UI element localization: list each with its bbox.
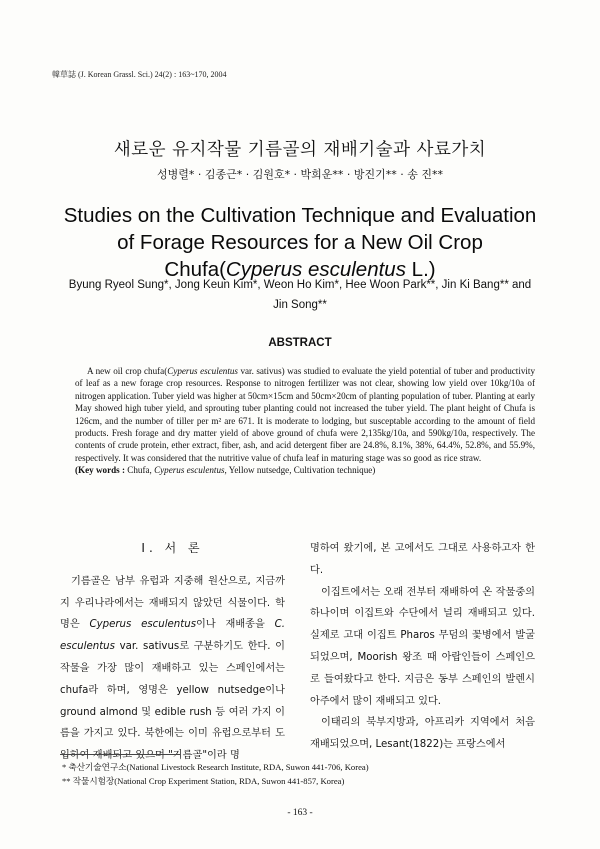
abstract-paragraph [75,365,535,464]
footnote-affiliation-1: * 축산기술연구소(National Livestock Research Institute, RDA, Suwon 441-706, Korea) [62,762,369,772]
korean-title: 새로운 유지작물 기름골의 재배기술과 사료가치 [113,140,487,160]
english-title-end: L.) [405,258,436,281]
english-title-text: Studies on the Cultivation Technique and Evaluation of Forage Resources for a New Oil Crop Chufa( [63,204,537,281]
abstract-species: Cyperus esculentus [167,366,238,376]
korean-authors: 성병렬* · 김종근* · 김원호* · 박희운** · 방진기** · 송 진** [156,168,444,181]
intro-species-2: C. esculentus [60,619,285,653]
english-authors: Byung Ryeol Sung*, Jong Keun Kim*, Weon Ho Kim*, Hee Woon Park**, Jin Ki Bang** and Jin Song** [68,279,532,311]
intro-paragraph-continued: 명하여 왔기에, 본 고에서도 그대로 사용하고자 한다. [310,543,535,576]
abstract-text: var. sativus) was studied to evaluate the yield potential of tuber and productivity of leaf as a new forage crop resources. Response to nitrogen fertilizer was not clear, showing low yield over 10kg/10a of nitrogen application. Tuber yield was higher at 50cm×15cm and 50cm×20cm of planting population of tuber. Planting at early May showed high tuber yield, and sprouting tuber planting could not increased the tuber yield. The plant height of Chufa is 126cm, and the number of tiller per m² are 671. It is moderate to lodging, but susceptable according to the amount of field products. Fresh forage and dry matter yield of above ground of chufa were 2,135kg/10a, and 590kg/10a, respectively. The contents of crude protein, ether extract, fiber, ash, and acid detergent fiber are 24.8%, 8.1%, 38%, 64.4%, 52.8%, and 55.9%, respectively. It was considered that the nutritive value of chufa leaf in maturing stage was so good as rice straw. [75,366,535,463]
journal-citation: 韓草誌 (J. Korean Grassl. Sci.) 24(2) : 163~170, 2004 [52,70,227,79]
footnote-divider [60,754,180,755]
english-title-species: Cyperus esculentus [225,258,406,281]
footnote-affiliation-2: ** 작물시험장(National Crop Experiment Station, RDA, Suwon 441-857, Korea) [62,776,345,786]
intro-text-3: var. sativus로 구분하기도 한다. 이 작물을 가장 많이 재배하고 있는 스페인에서는 chufa라 하며, 영명은 yellow nutsedge이나 ground almond 및 edible rush 등 여러 가지 이름을 가지고 있다. 북한에는 이미 유럽으로부터 도입하여 재배되고 있으며 "기름골"이라 명 [60,641,285,762]
intro-paragraph-2: 이집트에서는 오래 전부터 재배하여 온 작물중의 하나이며 이집트와 수단에서 널리 재배되고 있다. 실제로 고대 이집트 Pharos 무덤의 꽃병에서 발굴되었으며, Moorish 왕조 때 아랍인들이 스페인으로 들여왔다고 한다. 지금은 동부 스페인의 발렌시아주에서 많이 재배되고 있다. [310,586,535,707]
page-number: - 163 - [287,808,313,818]
abstract-lead: A new oil crop chufa( [87,366,168,376]
intro-paragraph-3: 이태리의 북부지방과, 아프리카 지역에서 처음 재배되었으며, Lesant(1822)는 프랑스에서 [310,717,535,751]
intro-species-1: Cyperus esculentus [89,619,197,631]
footnotes [62,760,542,788]
abstract-heading: ABSTRACT [268,337,332,349]
keywords-post: , Yellow nutsedge, Cultivation technique) [224,465,376,476]
left-column [60,538,285,767]
intro-paragraph-1 [60,571,285,767]
keywords-label: (Key words : [75,465,126,476]
keywords [75,464,535,476]
abstract-body [75,365,535,477]
right-column [310,538,535,756]
english-title [60,202,540,283]
section-heading-introduction: Ⅰ. 서 론 [141,541,204,555]
keywords-species: Cyperus esculentus [154,465,225,476]
intro-text-2: 이나 재배종을 [196,619,275,631]
keywords-pre: Chufa, [125,465,155,476]
intro-text-1: 기름골은 남부 유럽과 지중해 원산으로, 지금까지 우리나라에서는 재배되지 않았던 식물이다. 학명은 [60,575,285,631]
